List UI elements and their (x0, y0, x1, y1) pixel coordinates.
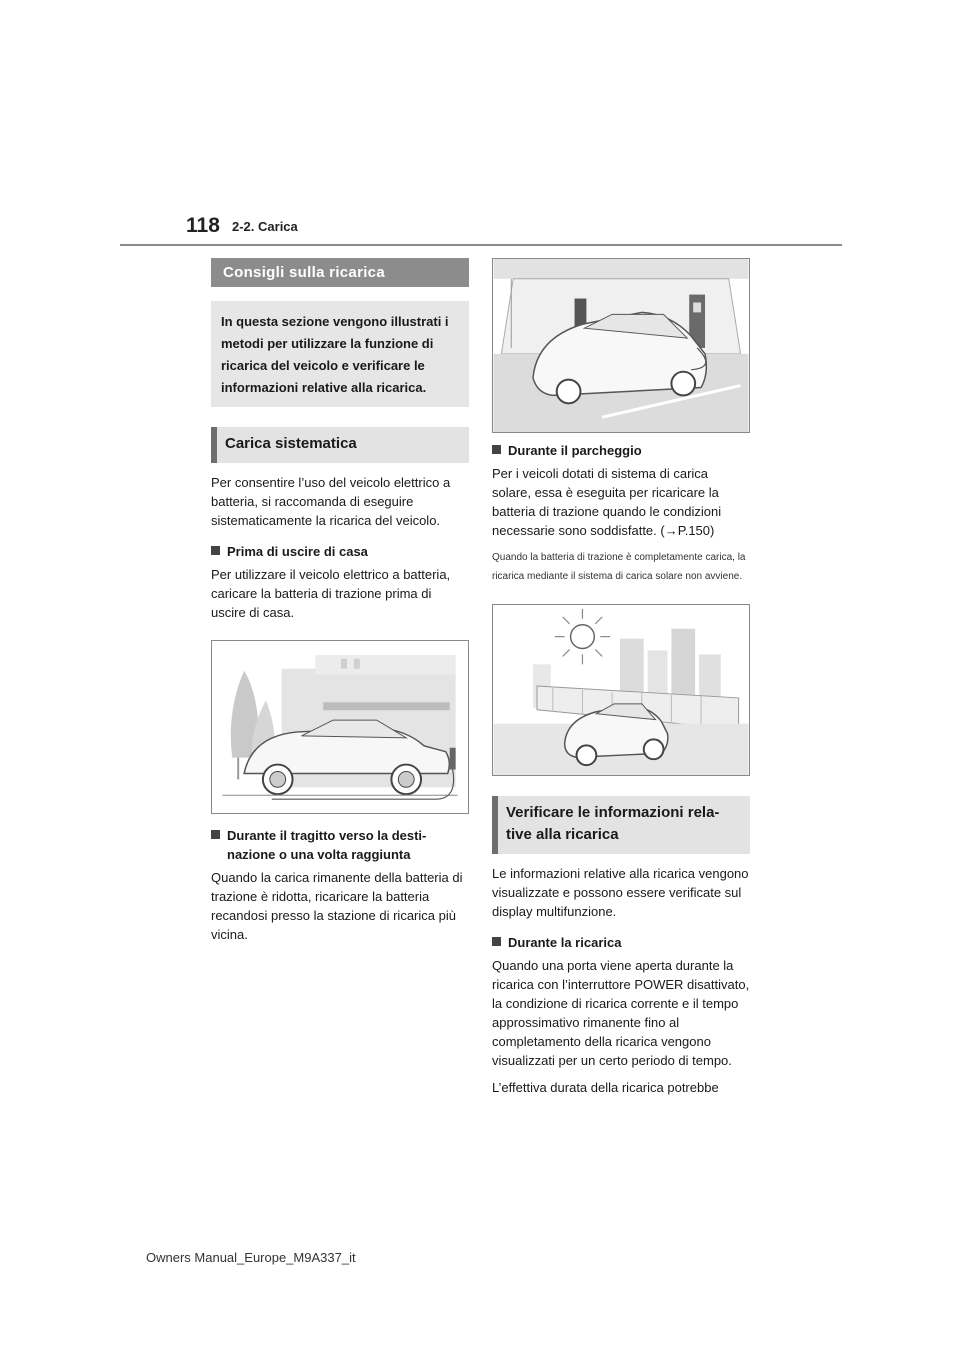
section-title-verificare-info: Verificare le informazioni relative alla ricarica (492, 796, 750, 854)
sub-text-prima-di-uscire: Per utilizzare il veicolo elettrico a batteria, caricare la batteria di trazione prima di uscire di casa. (211, 567, 451, 620)
sub-heading-durante-ricarica: Durante la ricarica (492, 933, 750, 952)
header-divider (120, 244, 842, 246)
illustration-solar-charging (492, 604, 750, 776)
sub-text-durante-tragitto: Quando la carica rimanente della batteria di trazione è ridotta, ricaricare la batteria recandosi presso la stazione di ricarica più vicina. (211, 870, 463, 942)
solar-charging-drawing (493, 605, 749, 775)
sub-heading-durante-tragitto: Durante il tragitto verso la destinazione o una volta raggiunta (211, 826, 469, 864)
page-number: 118 (186, 214, 220, 237)
sub-text-durante-parcheggio: Per i veicoli dotati di sistema di carica solare, essa è eseguita per ricaricare la batteria di trazione quando le condizioni necessarie sono soddisfatte. (→P.150) (492, 466, 722, 538)
sub-text-durante-ricarica: Quando una porta viene aperta durante la ricarica con l’interruttore POWER disattivato, la condizione di ricarica corrente e il tempo approssimativo rimanente fino al completamento della ricarica vengono visualizzati per un certo periodo di tempo. (492, 958, 750, 1068)
footer-doc-id: Owners Manual_Europe_M9A337_it (146, 1250, 356, 1265)
sub-heading-prima-di-uscire: Prima di uscire di casa (211, 542, 469, 561)
illustration-home-charging (211, 640, 469, 814)
home-charging-drawing (212, 641, 468, 813)
section-text-carica: Per consentire l’uso del veicolo elettrico a batteria, si raccomanda di eseguire sistematicamente la ricarica del veicolo. (211, 475, 451, 528)
note-solar-charging: Quando la batteria di trazione è completamente carica, la ricarica mediante il sistema di carica solare non avviene. (492, 552, 746, 582)
main-title: Consigli sulla ricarica (211, 258, 469, 287)
intro-box: In questa sezione vengono illustrati i metodi per utilizzare la funzione di ricarica del veicolo e verificare le informazioni relative alla ricarica. (211, 301, 469, 407)
sub-text-durata-ricarica: L’effettiva durata della ricarica potrebbe (492, 1080, 719, 1095)
bullet-square-icon (492, 937, 501, 946)
bullet-square-icon (492, 445, 501, 454)
sub-heading-durante-parcheggio: Durante il parcheggio (492, 441, 750, 460)
parking-charger-drawing (493, 259, 749, 432)
illustration-parking-charger (492, 258, 750, 433)
left-column (211, 258, 469, 944)
section-label: 2-2. Carica (232, 219, 298, 234)
bullet-square-icon (211, 546, 220, 555)
right-column (492, 258, 750, 1097)
bullet-square-icon (211, 830, 220, 839)
section-title-carica-sistematica: Carica sistematica (211, 427, 469, 463)
section-text-verificare: Le informazioni relative alla ricarica vengono visualizzate e possono essere verificate sul display multifunzione. (492, 866, 749, 919)
